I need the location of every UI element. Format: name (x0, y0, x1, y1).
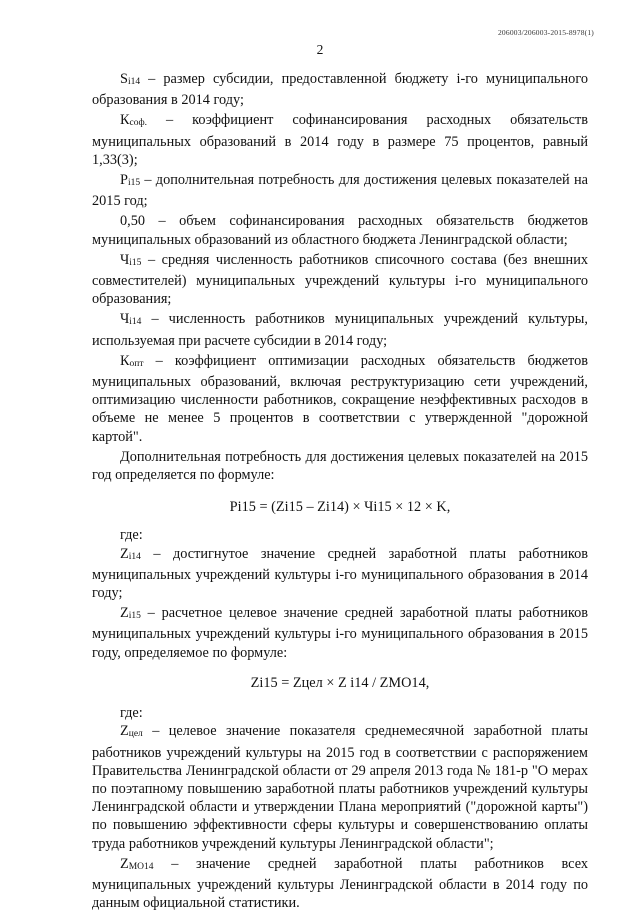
definition-item (92, 545, 588, 603)
definition-item (92, 212, 588, 248)
definition-text: – средняя численность работников списочного состава (без внешних совместителей) муниципальных учреждений культуры i-го муниципального образования; (92, 251, 588, 308)
definition-text: – расчетное целевое значение средней заработной платы работников муниципальных учреждений культуры i-го муниципального образования в 2015 году, определяемое по формуле: (92, 605, 588, 661)
definition-text: – целевое значение показателя среднемесячной заработной платы работников учреждений культуры на 2015 год в соответствии с распоряжением Правительства Ленинградской области от 29 апреля 2013 года № 181-р "О мерах по поэтапному повышению заработной платы работников учреждений культуры Ленинградской области и утверждении Плана мероприятий ("дорожной карты") по повышению эффективности сферы культуры и совершенствованию оплаты труда работников учреждений культуры Ленинградской области"; (92, 723, 588, 852)
definition-symbol: Ч (120, 251, 130, 268)
definition-item (92, 70, 588, 109)
definition-item (92, 111, 588, 169)
definition-subscript: опт (129, 358, 144, 369)
document-id: 206003/206003-2015-8978(1) (497, 28, 594, 37)
definition-subscript: i14 (129, 317, 142, 328)
page-number: 2 (316, 42, 324, 57)
definition-text: – дополнительная потребность для достижения целевых показателей на 2015 год; (92, 172, 588, 210)
definition-subscript: i15 (128, 611, 141, 622)
definition-text: – коэффициент софинансирования расходных обязательств муниципальных образований в 2014 году в размере 75 процентов, равный 1,33(3); (92, 112, 588, 168)
definition-symbol: Z (120, 855, 129, 872)
definition-subscript: i15 (129, 257, 142, 268)
definition-item (92, 604, 588, 662)
definition-text: – численность работников муниципальных учреждений культуры, используемая при расчете субсидии в 2014 году; (92, 311, 588, 349)
document-body (92, 70, 588, 914)
definition-symbol: К (120, 112, 130, 129)
definition-text: – достигнутое значение средней заработной платы работников муниципальных учреждений культуры i-го муниципального образования в 2014 году; (92, 545, 588, 602)
definition-item (92, 855, 588, 913)
definition-item (92, 722, 588, 852)
formula-zi15: Zi15 = Zцел × Z i14 / ZMO14, (250, 674, 430, 691)
where-label-1: где: (120, 527, 143, 544)
definition-text: – размер субсидии, предоставленной бюджету i-го муниципального образования в 2014 году; (92, 71, 588, 109)
definitions-list-1 (92, 70, 588, 446)
definition-subscript: i15 (127, 178, 141, 189)
formula-pi15: Pi15 = (Zi15 – Zi14) × Чi15 × 12 × K, (229, 499, 451, 516)
definition-symbol: Ч (120, 311, 130, 328)
definition-text: – значение средней заработной платы работников всех муниципальных учреждений культуры Ленинградской области в 2014 году по данным официальной статистики. (92, 855, 588, 912)
definitions-list-2 (92, 545, 588, 662)
definition-text: – коэффициент оптимизации расходных обязательств бюджетов муниципальных образований, включая реструктуризацию сети учреждений, оптимизацию численности работников, сокращение неэффективных расходов в объеме не менее 5 процентов в соответствии с утвержденной "дорожной картой". (92, 352, 588, 445)
definition-subscript: i14 (127, 77, 141, 87)
definition-symbol: S (120, 71, 128, 87)
definition-item (92, 352, 588, 446)
definition-text: 0,50 – объем софинансирования расходных обязательств бюджетов муниципальных образований из областного бюджета Ленинградской области; (92, 213, 588, 248)
definition-item (92, 171, 588, 210)
definition-item (92, 251, 588, 309)
definition-symbol: Z (120, 723, 129, 740)
formula-intro-paragraph: Дополнительная потребность для достижения целевых показателей на 2015 год определяется по формуле: (92, 448, 588, 484)
definition-subscript: цел (128, 729, 143, 740)
definitions-list-3 (92, 722, 588, 912)
definition-subscript: MO14 (128, 861, 154, 872)
definition-symbol: P (120, 172, 128, 189)
definition-subscript: соф. (129, 118, 148, 129)
definition-symbol: Z (120, 605, 129, 622)
definition-item (92, 310, 588, 349)
definition-subscript: i14 (128, 551, 141, 562)
definition-symbol: К (120, 352, 130, 369)
definition-symbol: Z (120, 545, 129, 562)
where-label-2: где: (120, 705, 143, 722)
